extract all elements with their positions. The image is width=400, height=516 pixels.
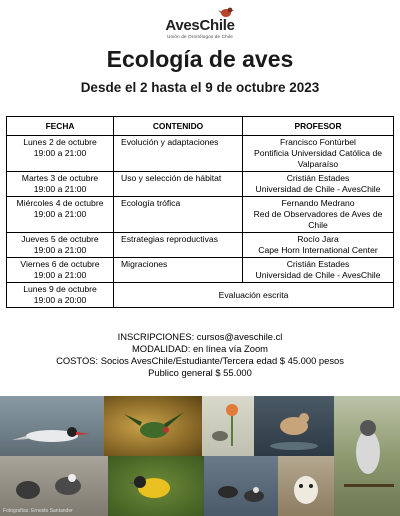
cell-fecha [7,283,114,308]
fecha-day: Lunes 9 de octubre [23,284,97,294]
fecha-time: 19:00 a 21:00 [33,270,87,280]
cell-contenido: Evolución y adaptaciones [114,136,243,172]
waterbirds-icon [204,456,278,516]
cell-contenido: Migraciones [114,258,243,283]
page-subtitle: Desde el 2 hasta el 9 de octubre 2023 [80,80,320,95]
profesor-affiliation: Pontificia Universidad Católica de [253,148,383,158]
cell-fecha [7,136,114,172]
hummingbird-icon [104,396,202,456]
profesor-name: Cristián Estades [286,259,350,269]
photo-ducks [0,456,108,516]
cell-profesor [243,136,394,172]
table-row [7,283,394,308]
fecha-day: Viernes 6 de octubre [20,259,100,269]
profesor-affiliation: Universidad de Chile - AvesChile [255,184,381,194]
ducks-icon [0,456,108,516]
inscripciones-text: INSCRIPCIONES: cursos@aveschile.cl [117,331,283,342]
schedule-table [6,116,394,308]
table-header-row [7,117,394,136]
fecha-time: 19:00 a 20:00 [33,295,87,305]
cell-fecha [7,233,114,258]
profesor-affiliation: Universidad de Chile - AvesChile [255,270,381,280]
table-row [7,136,394,172]
profesor-affiliation: Red de Observadores de Aves de Chile [253,209,383,230]
cell-contenido: Ecología trófica [114,197,243,233]
photo-white-owl [278,456,334,516]
fecha-day: Lunes 2 de octubre [23,137,97,147]
owl-icon [278,456,334,516]
photo-tern [0,396,104,456]
photo-credit: Fotografías: Ernesto Santander [3,508,73,514]
page-title: Ecología de aves [106,46,294,72]
photo-owl-grey [334,396,400,516]
photo-collage [0,396,400,516]
logo-tagline: Unión de Ornitólogos de Chile [167,34,233,39]
plover-icon [254,396,334,456]
profesor-name: Fernando Medrano [281,198,355,208]
profesor-name: Francisco Fontúrbel [280,137,356,147]
fecha-time: 19:00 a 21:00 [33,148,87,158]
profesor-name: Rocío Jara [297,234,339,244]
header-contenido: CONTENIDO [114,117,243,136]
profesor-affiliation: Cape Horn International Center [258,245,378,255]
table-row [7,172,394,197]
table-row [7,233,394,258]
photo-flower-bird [202,396,254,456]
fecha-time: 19:00 a 21:00 [33,184,87,194]
cell-evaluacion: Evaluación escrita [114,283,394,308]
header-fecha: FECHA [7,117,114,136]
header-profesor: PROFESOR [243,117,394,136]
profesor-affiliation-cont: Valparaíso [297,159,339,169]
photo-plover [254,396,334,456]
photo-waterbirds [204,456,278,516]
cell-profesor [243,233,394,258]
costos-text: COSTOS: Socios AvesChile/Estudiante/Tercera edad $ 45.000 pesos [56,355,344,366]
modalidad-text: MODALIDAD: en línea vía Zoom [132,343,268,354]
cell-fecha [7,172,114,197]
flower-icon [202,396,254,456]
fecha-time: 19:00 a 21:00 [33,245,87,255]
cell-profesor [243,197,394,233]
table-row [7,258,394,283]
fecha-day: Martes 3 de octubre [21,173,99,183]
photo-hummingbird [104,396,202,456]
photo-yellow-bird [108,456,204,516]
fecha-day: Jueves 5 de octubre [21,234,99,244]
fecha-day: Miércoles 4 de octubre [16,198,104,208]
yellow-bird-icon [108,456,204,516]
profesor-name: Cristián Estades [286,173,350,183]
cell-fecha [7,258,114,283]
publico-text: Publico general $ 55.000 [148,367,252,378]
logo-name: AvesChile [165,17,235,34]
cell-profesor [243,258,394,283]
table-row [7,197,394,233]
tern-bird-icon [0,396,104,456]
cell-contenido: Estrategias reproductivas [114,233,243,258]
fecha-time: 19:00 a 21:00 [33,209,87,219]
cell-fecha [7,197,114,233]
cell-profesor [243,172,394,197]
perched-bird-icon [334,396,400,516]
cell-contenido: Uso y selección de hábitat [114,172,243,197]
